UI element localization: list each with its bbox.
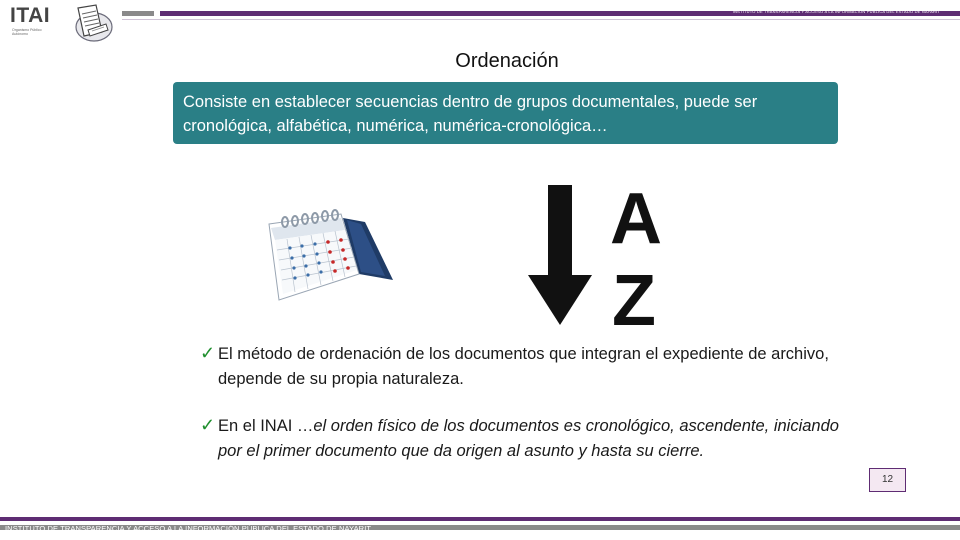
bullet-italic-text: el orden físico de los documentos es cronológico, ascendente, iniciando por el primer documento que da origen al asunto y hasta su cierre. bbox=[218, 417, 839, 460]
sort-letter-a: A bbox=[610, 181, 662, 259]
bullet-item bbox=[200, 414, 840, 463]
sort-a-z-icon bbox=[524, 181, 670, 329]
itai-logo bbox=[8, 2, 112, 44]
bullet-lead: En el INAI … bbox=[218, 417, 314, 435]
calendar-icon bbox=[255, 200, 397, 310]
slide-title: Ordenación bbox=[455, 50, 559, 72]
footer-institution-text: INSTITUTO DE TRANSPARENCIA Y ACCESO A LA INFORMACIÓN PÚBLICA DEL ESTADO DE NAYARIT bbox=[5, 524, 372, 533]
page-number: 12 bbox=[869, 468, 906, 492]
bullet-item bbox=[200, 342, 840, 391]
logo-text: ITAI bbox=[10, 4, 51, 27]
bullet-text bbox=[200, 414, 840, 463]
bullet-text: El método de ordenación de los documentos que integran el expediente de archivo, depende de su propia naturaleza. bbox=[218, 345, 829, 388]
header-institution-text: INSTITUTO DE TRANSPARENCIA Y ACCESO A LA INFORMACIÓN PÚBLICA DEL ESTADO DE NAYARIT bbox=[732, 9, 940, 14]
header-divider bbox=[122, 19, 960, 20]
check-icon: ✓ bbox=[200, 415, 216, 435]
logo-subtitle-1: Organismo Público bbox=[12, 28, 42, 32]
sort-letter-z: Z bbox=[612, 261, 656, 329]
footer-purple-bar bbox=[0, 517, 960, 521]
definition-box: Consiste en establecer secuencias dentro de grupos documentales, puede ser cronológica, alfabética, numérica, numérica-cronológica… bbox=[173, 82, 838, 144]
document-icon bbox=[66, 2, 114, 44]
header-gray-bar bbox=[122, 11, 154, 16]
logo-subtitle-2: Autónomo bbox=[12, 32, 28, 36]
sort-down-arrow-icon bbox=[524, 181, 670, 329]
check-icon: ✓ bbox=[200, 343, 216, 363]
